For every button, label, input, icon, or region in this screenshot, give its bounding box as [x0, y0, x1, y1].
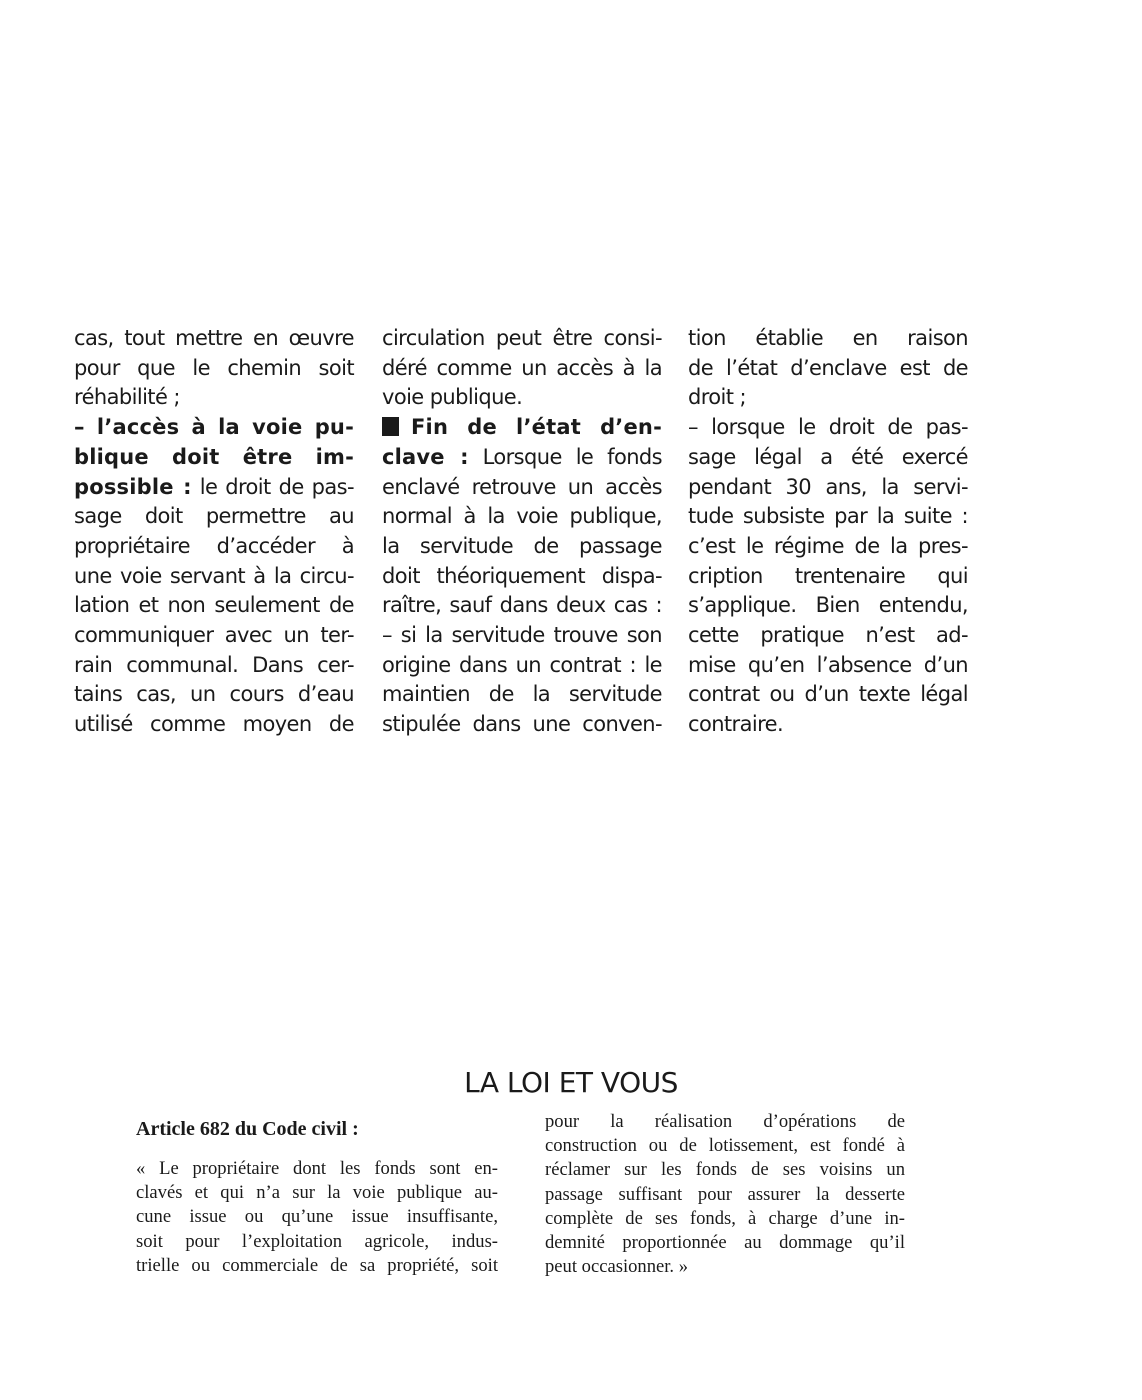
text-line: de l’état d’enclave est de — [688, 355, 968, 380]
text-line: peut occasionner. » — [545, 1256, 689, 1278]
text-line: rain communal. Dans cer- — [74, 652, 354, 677]
law-article-heading: Article 682 du Code civil : — [136, 1118, 359, 1140]
text-run: le droit de pas- — [191, 474, 354, 499]
text-line: pendant 30 ans, la servi- — [688, 474, 968, 499]
square-bullet-icon — [382, 417, 399, 436]
text-line: complète de ses fonds, à charge d’une in- — [545, 1207, 905, 1229]
text-line: doit théoriquement dispa- — [382, 563, 662, 588]
law-text-left — [136, 1157, 498, 1278]
text-line: soit pour l’exploitation agricole, indus- — [136, 1230, 498, 1252]
text-line: – si la servitude trouve son — [382, 623, 662, 648]
text-line: trielle ou commerciale de sa propriété, soit — [136, 1254, 498, 1276]
text-line — [74, 443, 354, 473]
text-line — [74, 413, 354, 443]
text-line: propriétaire d’accéder à — [74, 533, 354, 558]
text-line: raître, sauf dans deux cas : — [382, 593, 662, 618]
text-run: Lorsque le fonds — [468, 444, 663, 469]
text-line: normal à la voie publique, — [382, 504, 662, 529]
subheading: clave : — [382, 444, 469, 469]
text-line: lation et non seulement de — [74, 593, 354, 618]
text-line: réhabilité ; — [74, 385, 180, 410]
text-line: construction ou de lotissement, est fondé à — [545, 1135, 905, 1157]
text-line: passage suffisant pour assurer la desserte — [545, 1183, 905, 1205]
text-line: origine dans un contrat : le — [382, 652, 662, 677]
text-line: demnité proportionnée au dommage qu’il — [545, 1232, 905, 1254]
text-line: la servitude de passage — [382, 533, 662, 558]
text-line — [382, 413, 662, 443]
text-line: cune issue ou qu’une issue insuffisante, — [136, 1206, 498, 1228]
text-line: c’est le régime de la pres- — [688, 533, 968, 558]
law-box-title: LA LOI ET VOUS — [464, 1066, 678, 1099]
subheading: blique doit être im- — [74, 444, 354, 469]
text-line: circulation peut être consi- — [382, 326, 662, 350]
text-line: tains cas, un cours d’eau — [74, 682, 354, 707]
law-text-right — [545, 1110, 905, 1279]
article-column-3 — [688, 324, 968, 740]
text-line — [382, 443, 662, 473]
text-line: pour la réalisation d’opérations de — [545, 1111, 905, 1132]
text-line: enclavé retrouve un accès — [382, 474, 662, 499]
text-line: cette pratique n’est ad- — [688, 623, 968, 648]
text-line: communiquer avec un ter- — [74, 623, 354, 648]
article-column-2 — [382, 324, 662, 740]
text-line: maintien de la servitude — [382, 682, 662, 707]
text-line: cription trentenaire qui — [688, 563, 968, 588]
text-line: déré comme un accès à la — [382, 355, 662, 380]
text-line: voie publique. — [382, 385, 523, 410]
text-line: tude subsiste par la suite : — [688, 504, 968, 529]
text-line: sage légal a été exercé — [688, 444, 968, 469]
text-line: tion établie en raison — [688, 326, 968, 350]
text-line: contrat ou d’un texte légal — [688, 682, 968, 707]
text-line: s’applique. Bien entendu, — [688, 593, 968, 618]
text-line: réclamer sur les fonds de ses voisins un — [545, 1159, 905, 1181]
article-column-1 — [74, 324, 354, 740]
subheading: – l’accès à la voie pu- — [74, 415, 354, 440]
text-line: une voie servant à la circu- — [74, 563, 354, 588]
text-line: stipulée dans une conven- — [382, 712, 662, 737]
text-line: droit ; — [688, 385, 746, 410]
text-line: cas, tout mettre en œuvre — [74, 326, 354, 350]
subheading: Fin de l’état d’en- — [411, 415, 662, 440]
subheading: possible : — [74, 474, 192, 499]
text-line: pour que le chemin soit — [74, 355, 354, 380]
text-line: « Le propriétaire dont les fonds sont en- — [136, 1158, 498, 1179]
text-line: – lorsque le droit de pas- — [688, 415, 968, 440]
text-line — [74, 473, 354, 503]
text-line: sage doit permettre au — [74, 504, 354, 529]
text-line: mise qu’en l’absence d’un — [688, 652, 968, 677]
text-line: contraire. — [688, 712, 784, 737]
text-line: clavés et qui n’a sur la voie publique au- — [136, 1182, 498, 1204]
text-line: utilisé comme moyen de — [74, 712, 354, 737]
